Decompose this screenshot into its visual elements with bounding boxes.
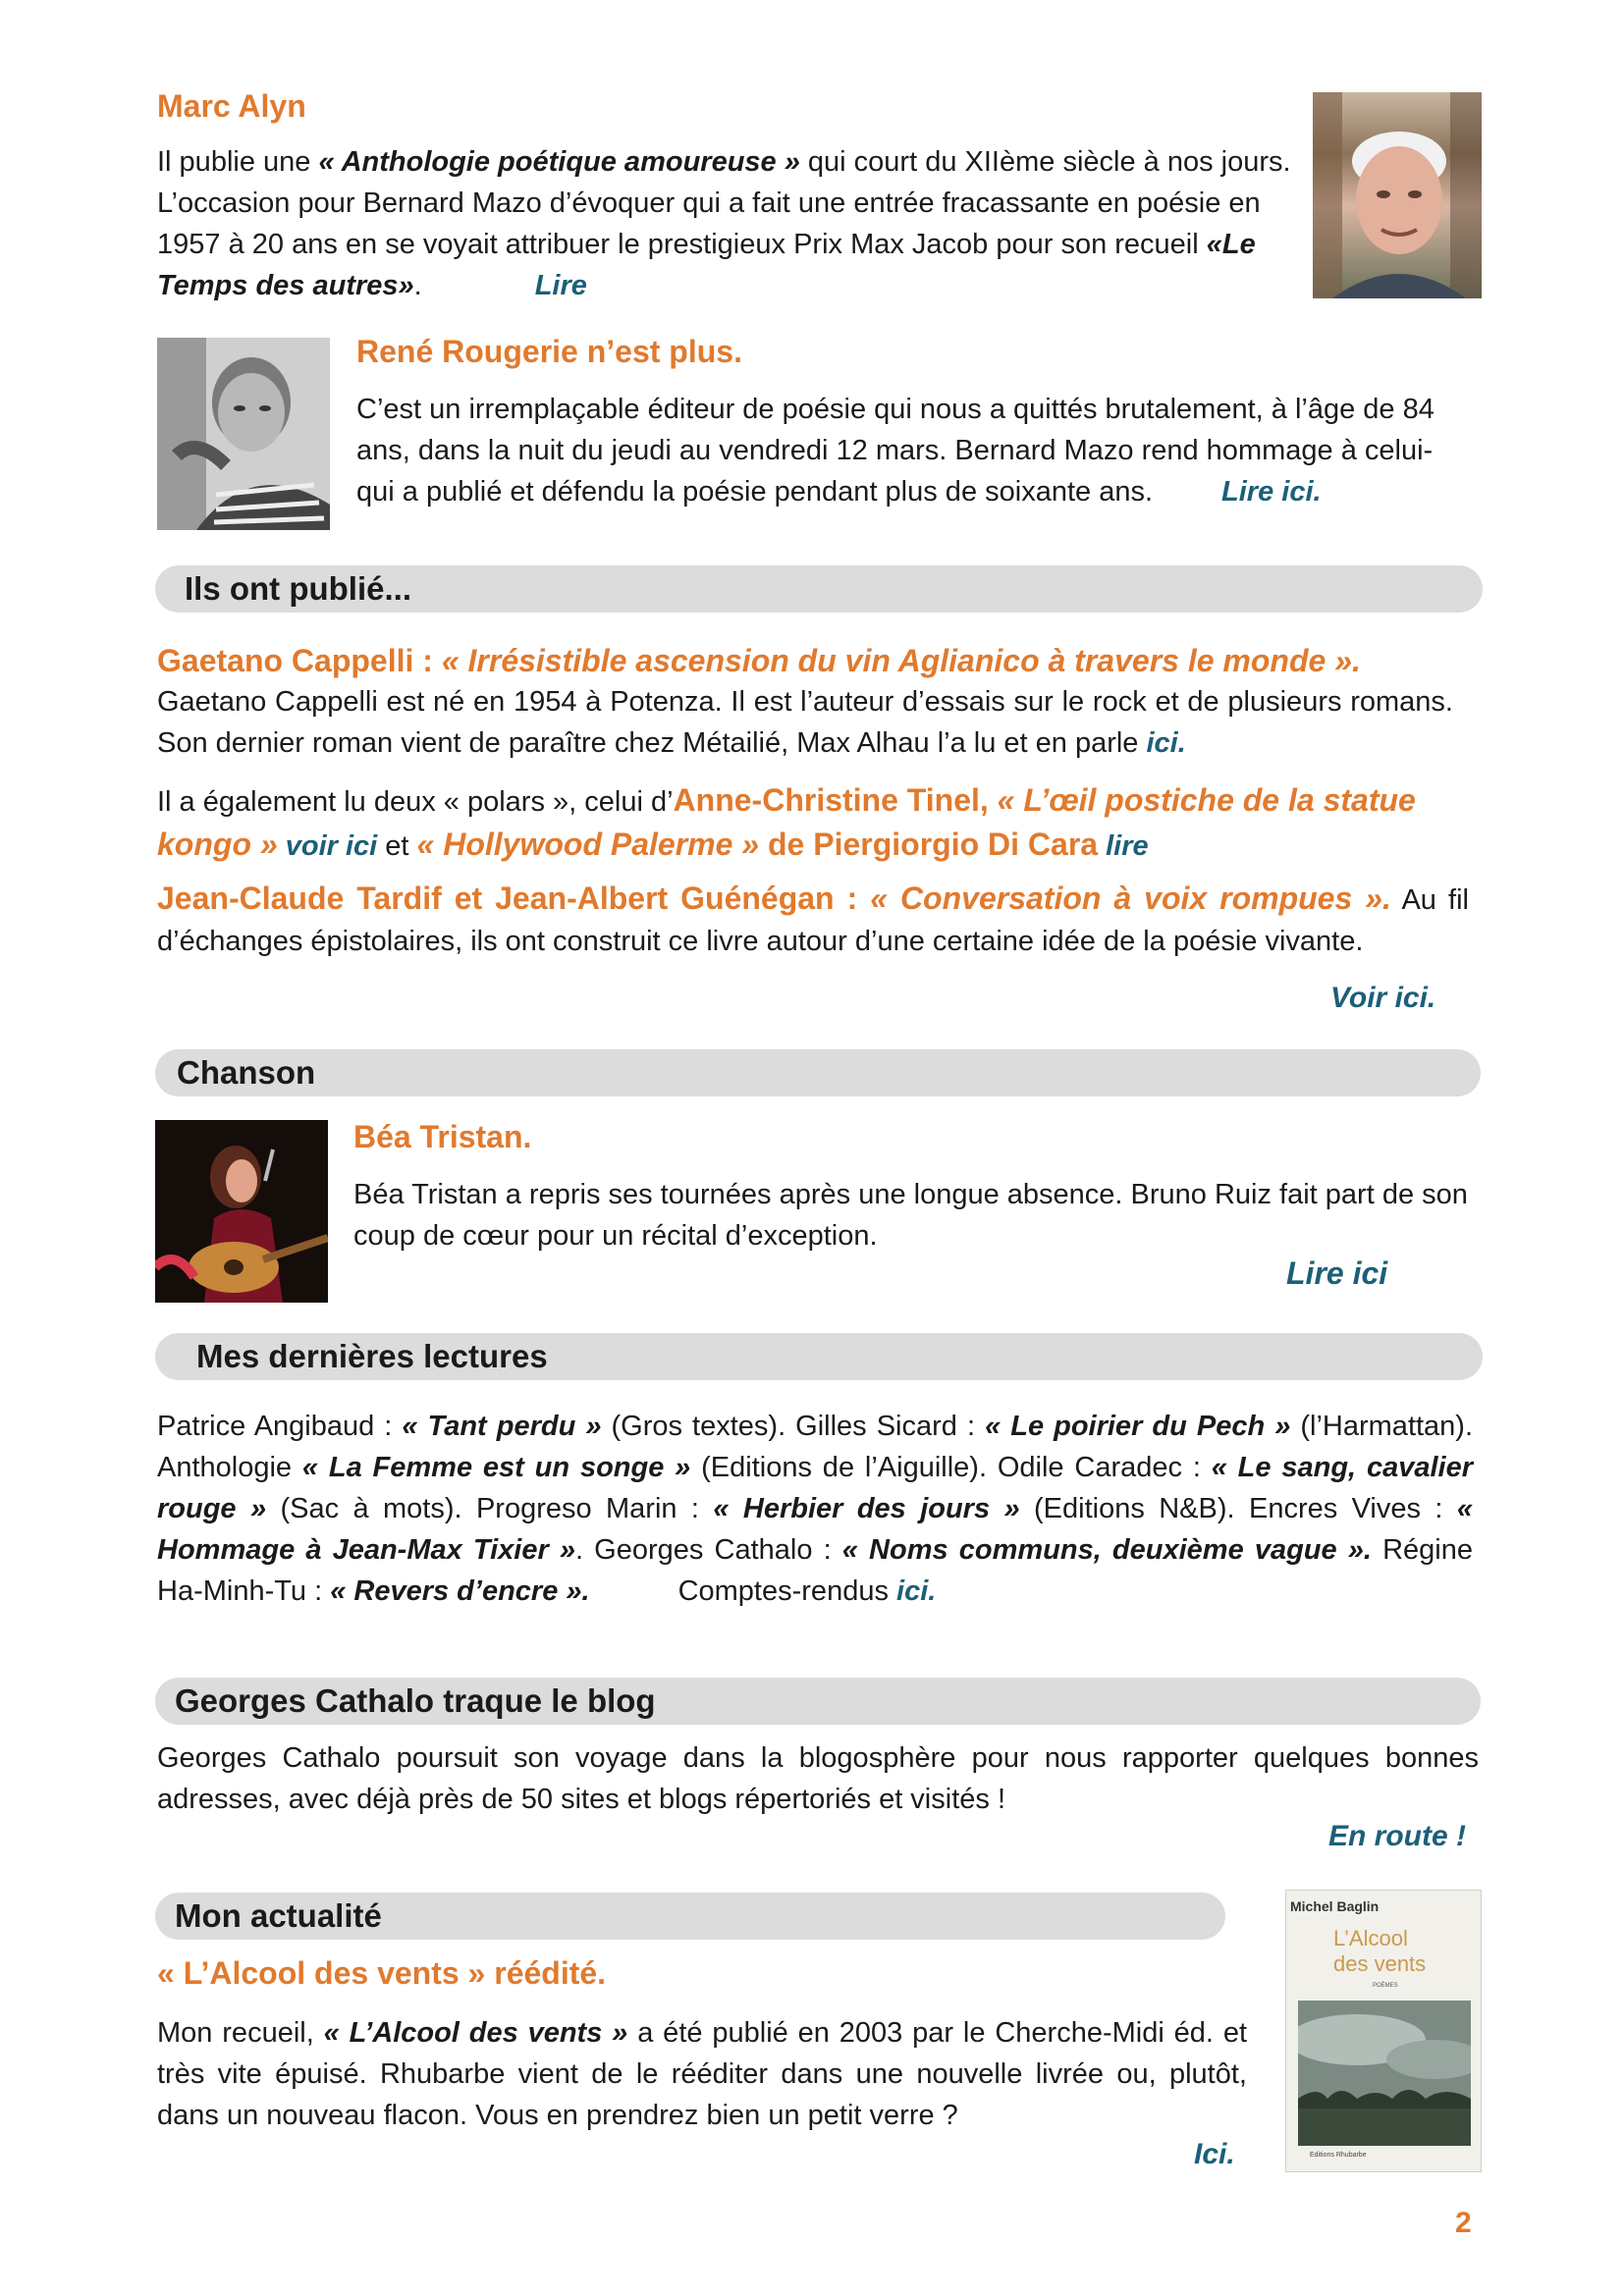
cappelli-link[interactable]: ici. [1146, 727, 1186, 759]
actu-link[interactable]: Ici. [1194, 2138, 1235, 2170]
book-publisher: Editions Rhubarbe [1310, 2152, 1367, 2159]
article-actu [157, 1953, 1247, 2136]
section-header-blog: Georges Cathalo traque le blog [155, 1678, 1481, 1725]
section-header-published: Ils ont publié... [155, 565, 1483, 613]
bea-tristan-photo [155, 1120, 328, 1303]
article-blog [157, 1737, 1479, 1820]
article-text: Béa Tristan a repris ses tournées après une longue absence. Bruno Ruiz fait part de son coup de cœur pour un récital d’exception. [353, 1179, 1468, 1252]
section-header-actu: Mon actualité [155, 1893, 1225, 1940]
article-title: Marc Alyn [157, 88, 306, 124]
article-text: Gaetano Cappelli est né en 1954 à Potenza. Il est l’auteur d’essais sur le rock et de plusieurs romans. Son dernier roman vient de paraître chez Métailié, Max Alhau l’a lu et en parle ici. [157, 686, 1453, 759]
rene-rougerie-photo [157, 338, 330, 530]
article-polars [157, 779, 1453, 868]
book-title-1: L’Alcool [1333, 1926, 1408, 1950]
tardif-link[interactable]: Voir ici. [1330, 982, 1436, 1014]
bea-tristan-link[interactable]: Lire ici [1286, 1255, 1388, 1291]
lectures-link[interactable]: ici. [896, 1575, 937, 1607]
article-lectures [157, 1406, 1473, 1612]
marc-alyn-photo [1313, 92, 1482, 298]
article-bea-tristan [353, 1117, 1483, 1256]
book-author: Michel Baglin [1290, 1898, 1380, 1914]
article-title: Béa Tristan. [353, 1119, 532, 1154]
section-header-chanson: Chanson [155, 1049, 1481, 1096]
article-text: Jean-Claude Tardif et Jean-Albert Guénégan : « Conversation à voix rompues ». Au fil d’échanges épistolaires, ils ont construit ce livre autour d’une certaine idée de la poésie vivante. [157, 881, 1470, 957]
tinel-link[interactable]: voir ici [277, 830, 378, 862]
article-title: « L’Alcool des vents » réédité. [157, 1955, 607, 1991]
blog-link[interactable]: En route ! [1328, 1820, 1466, 1852]
read-link[interactable]: Lire [534, 270, 587, 301]
book-genre: POÈMES [1373, 1983, 1398, 1989]
article-title: René Rougerie n’est plus. [356, 334, 742, 369]
article-rene-rougerie [356, 332, 1466, 512]
book-cover-image [1298, 2001, 1471, 2146]
article-text: C’est un irremplaçable éditeur de poésie qui nous a quittés brutalement, à l’âge de 84 ans, dans la nuit du jeudi au vendredi 12 mars. Bernard Mazo rend hommage à celui- qui a publié et défendu la poésie pendant plus de soixante ans. Lire ici. [356, 394, 1435, 507]
article-text: Il a également lu deux « polars », celui d’Anne-Christine Tinel, « L’œil postiche de la statue kongo » voir ici et « Hollywood Palerme » de Piergiorgio Di Cara lire [157, 782, 1416, 862]
article-text: Il publie une « Anthologie poétique amoureuse » qui court du XIIème siècle à nos jours. L’occasion pour Bernard Mazo d’évoquer qui a fait une entrée fracassante en poésie en 1957 à 20 ans en se voyait attribuer le prestigieux Prix Max Jacob pour son recueil «Le Temps des autres». Lire [157, 146, 1291, 301]
article-text: Patrice Angibaud : « Tant perdu » (Gros textes). Gilles Sicard : « Le poirier du Pech » (l’Harmattan). Anthologie « La Femme est un songe » (Editions de l’Aiguille). Odile Caradec : « Le sang, cavalier rouge » (Sac à mots). Progreso Marin : « Herbier des jours » (Editions N&B). Encres Vives : « Hommage à Jean-Max Tixier ». Georges Cathalo : « Noms communs, deuxième vague ». Régine Ha-Minh-Tu : « Revers d’encre ». Comptes-rendus ici. [157, 1411, 1474, 1607]
page-number: 2 [1455, 2207, 1472, 2239]
read-here-link[interactable]: Lire ici. [1221, 476, 1322, 507]
article-text: Georges Cathalo poursuit son voyage dans la blogosphère pour nous rapporter quelques bonnes adresses, avec déjà près de 50 sites et blogs répertoriés et visités ! [157, 1742, 1479, 1815]
book-cover [1285, 1890, 1482, 2172]
article-text: Mon recueil, « L’Alcool des vents » a été publié en 2003 par le Cherche-Midi éd. et très vite épuisé. Rhubarbe vient de le rééditer dans une nouvelle livrée ou, plutôt, dans un nouveau flacon. Vous en prendrez bien un petit verre ? [157, 2017, 1248, 2131]
article-marc-alyn [157, 86, 1291, 306]
palerme-link[interactable]: lire [1098, 830, 1149, 862]
article-tardif [157, 878, 1469, 962]
section-header-lectures: Mes dernières lectures [155, 1333, 1483, 1380]
book-title-2: des vents [1333, 1951, 1427, 1976]
article-title: Gaetano Cappelli : « Irrésistible ascension du vin Aglianico à travers le monde ». [157, 643, 1361, 678]
article-cappelli [157, 640, 1453, 764]
